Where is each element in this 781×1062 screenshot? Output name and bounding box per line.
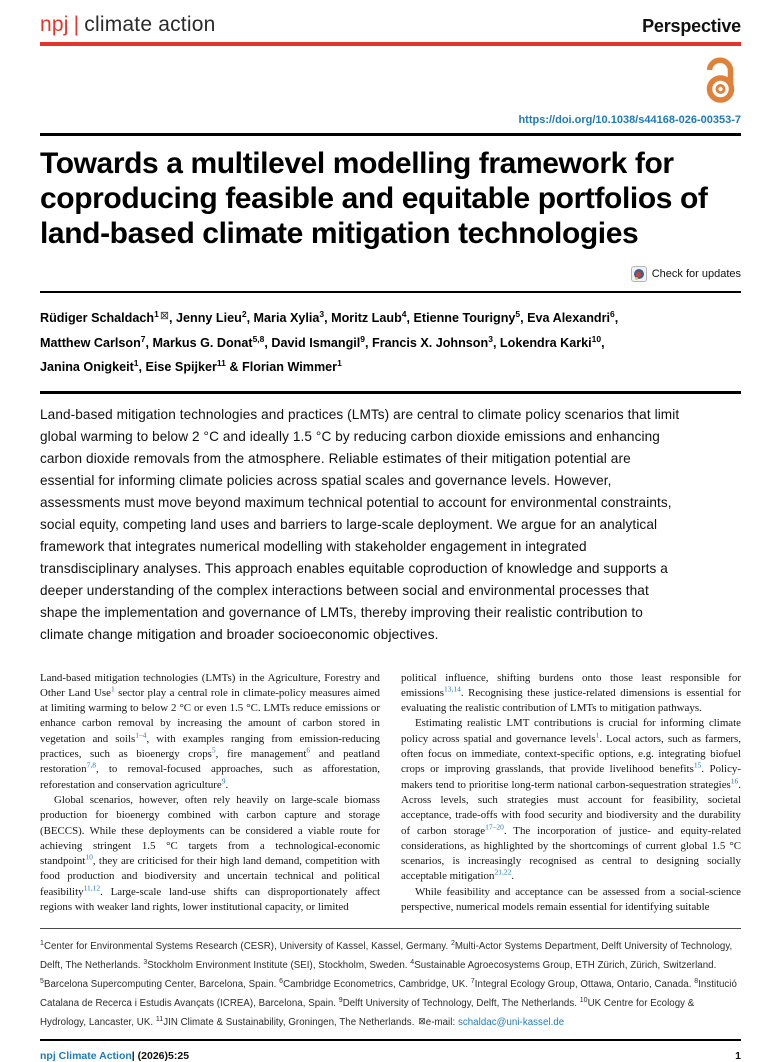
footer-citation: (2026)5:25 xyxy=(134,1050,190,1062)
open-access-row xyxy=(40,55,741,105)
citation-line xyxy=(40,1050,189,1062)
footnotes-rule xyxy=(40,928,741,929)
check-for-updates-button[interactable] xyxy=(40,266,741,282)
affiliation-number: 10 xyxy=(579,996,588,1004)
affiliation-ref[interactable]: 5 xyxy=(515,309,521,319)
journal-brand xyxy=(40,13,215,37)
citation-ref[interactable]: 6 xyxy=(306,745,311,755)
affiliation-ref[interactable]: 4 xyxy=(401,309,407,319)
citation-ref[interactable]: 1 xyxy=(595,730,600,740)
citation-ref[interactable]: 21,22 xyxy=(494,867,512,877)
author-line: Rüdiger Schaldach$^1$⊠, Jenny Lieu$^2$, Maria Xylia$^3$, Moritz Laub$^4$, Etienne Tourigny$^5$, Eva Alexandri$^6$, xyxy=(40,309,619,326)
footer-separator: | xyxy=(131,1050,135,1062)
page-number: 1 xyxy=(735,1050,741,1062)
title-rule xyxy=(40,133,741,136)
author-line: Matthew Carlson$^7$, Markus G. Donat$^{5,8}$, David Ismangil$^9$, Francis X. Johnson$^3$, Lokendra Karki$^{10}$, xyxy=(40,334,605,351)
affiliation-ref[interactable]: 2 xyxy=(241,309,247,319)
check-for-updates-icon xyxy=(631,266,647,282)
citation-ref[interactable]: 10 xyxy=(85,852,93,862)
article-body xyxy=(40,671,741,916)
citation-ref[interactable]: 9 xyxy=(221,776,226,786)
article-type-label: Perspective xyxy=(642,16,741,36)
author-list xyxy=(40,304,741,378)
affiliation-number: 5 xyxy=(40,977,44,985)
affiliation-ref[interactable]: 11 xyxy=(216,358,226,369)
affiliations-footnotes: $^1$Center for Environmental Systems Research (CESR), University of Kassel, Kassel, Germany. $^2$Multi-Actor Systems Department, Delft University of Technology, Delft, The Netherlands. $^3$Stockholm Environment Institute (SEI), Stockholm, Sweden. $^4$Sustainable Agroecosystems Group, ETH Zürich, Zürich, Switzerland. $^5$Barcelona Supercomputing Center, Barcelona, Spain. $^6$Cambridge Econometrics, Cambridge, UK. $^7$Integral Ecology Group, Ottawa, Ontario, Canada. $^8$Institució Catalana de Recerca i Estudis Avançats (ICREA), Barcelona, Spain. $^9$Delft University of Technology, Delft, The Netherlands. $^{10}$UK Centre for Ecology & Hydrology, Lancaster, UK. $^{11}$JIN Climate & Sustainability, Groningen, The Netherlands. ⊠e-mail: schaldac@uni-kassel.de xyxy=(40,940,737,1028)
affiliation-number: 8 xyxy=(694,977,699,985)
affiliation-ref[interactable]: 6 xyxy=(610,309,615,319)
affiliation-ref[interactable]: 1 xyxy=(133,358,139,369)
affiliation-number: 7 xyxy=(470,977,475,985)
citation-ref[interactable]: 11,12 xyxy=(83,883,101,893)
affiliation-ref[interactable]: 3 xyxy=(319,309,325,319)
body-paragraph: political influence, shifting burdens onto those least responsible for emissions$^{13,14}$. Recognising these justice-related dimensions is essential for evaluating the realistic contribution of LMTs to mitigation pathways. xyxy=(401,671,741,715)
brand-rule xyxy=(40,42,741,46)
journal-name: climate action xyxy=(84,13,216,36)
citation-ref[interactable]: 5 xyxy=(211,745,216,755)
affiliation-number: 1 xyxy=(40,940,44,948)
author-line: Janina Onigkeit$^1$, Eise Spijker$^{11}$ & Florian Wimmer$^1$ xyxy=(40,358,342,375)
affiliation-ref[interactable]: 1 xyxy=(337,358,342,369)
page-footer xyxy=(40,1050,741,1062)
authors-top-rule xyxy=(40,291,741,293)
body-paragraph: Global scenarios, however, often rely heavily on large-scale biomass production for bioenergy combined with carbon capture and storage (BECCS). While these deployments can be considered a viable route for achieving stringent 1.5 °C targets from a technological-economic standpoint$^{10}$, they are criticised for their high land demand, competition with food production and biodiversity and uncertain technical and political feasibility$^{11,12}$. Large-scale land-use shifts can disproportionately affect regions with weaker land rights, lower institutional capacity, or limited xyxy=(40,793,380,914)
affiliation-number: 2 xyxy=(450,940,455,948)
footer-journal-link[interactable]: npj Climate Action xyxy=(40,1050,132,1062)
affiliation-ref[interactable]: 3 xyxy=(488,334,493,345)
article-title: Towards a multilevel modelling framework for coproducing feasible and equitable portfolios of land-based climate mitigation technologies xyxy=(40,147,708,250)
check-for-updates-label: Check for updates xyxy=(651,268,741,280)
body-left-column xyxy=(40,671,380,916)
doi-link[interactable]: https://doi.org/10.1038/s44168-026-00353-7 xyxy=(518,114,741,126)
brand-separator: | xyxy=(73,13,80,36)
open-access-icon xyxy=(699,55,741,105)
affiliation-ref[interactable]: 10 xyxy=(591,334,602,345)
citation-ref[interactable]: 13,14 xyxy=(443,684,461,694)
journal-masthead xyxy=(40,13,741,37)
affiliation-number: 3 xyxy=(143,959,148,967)
body-paragraph: Land-based mitigation technologies (LMTs) in the Agriculture, Forestry and Other Land Use$^1$ sector play a central role in climate-policy measures aimed at limiting warming to below 2 °C or even 1.5 °C. LMTs reduce emissions or enhance carbon removal by increasing the amount of carbon stored in vegetation and soils$^{1-4}$, with examples ranging from emission-reducing practices, such as bioenergy crops$^5$, fire management$^6$ and peatland restoration$^{7,8}$, to removal-focused approaches, such as afforestation, reforestation and conservation agriculture$^9$. xyxy=(40,671,381,791)
affiliation-number: 6 xyxy=(279,977,284,985)
abstract-text: Land-based mitigation technologies and practices (LMTs) are central to climate policy scenarios that limit global warming to below 2 °C and ideally 1.5 °C by reducing carbon dioxide emissions and enhancing carbon dioxide removals from the atmosphere. Reliable estimates of their mitigation potential are essential for informing climate policies across spatial scales and governance levels. However, assessments must move beyond maximum technical potential to account for environmental constraints, social equity, competing land uses and barriers to large-scale deployment. We argue for an analytical framework that integrates numerical modelling with stakeholder engagement in integrated transdisciplinary analyses. This approach enables equitable coproduction of knowledge and supports a deeper understanding of the complex interactions between social and environmental processes that shape the implementation and governance of LMTs, thereby improving their realistic contribution to climate change mitigation and broader socioeconomic objectives. xyxy=(40,406,680,642)
citation-ref[interactable]: 7,8 xyxy=(86,760,96,770)
body-right-column xyxy=(401,671,741,916)
affiliation-ref[interactable]: 9 xyxy=(360,334,366,345)
citation-ref[interactable]: 15 xyxy=(693,760,702,770)
affiliation-ref[interactable]: 7 xyxy=(140,334,146,345)
affiliation-number: 4 xyxy=(410,959,415,967)
npj-logo-text: npj xyxy=(40,13,69,36)
body-paragraph: Estimating realistic LMT contributions is crucial for informing climate policy across spatial and governance levels$^1$. Local actors, such as farmers, often focus on immediate, context-specific options, e.g. integrating biofuel crops or improving grasslands, that provide livelihood benefits$^{15}$. Policy-makers tend to prioritise long-term national carbon-sequestration strategies$^{16}$. Across levels, such strategies must account for feasibility, societal acceptance, trade-offs with food security and biodiversity and the durability of carbon storage$^{17-20}$. The incorporation of justice- and equity-related considerations, as highlighted by the shortcomings of current global 1.5 °C scenarios, is increasingly recognised as central to designing socially acceptable mitigation$^{21,22}$. xyxy=(401,717,742,883)
citation-ref[interactable]: 17–20 xyxy=(485,821,504,831)
body-paragraph: While feasibility and acceptance can be assessed from a social-science perspective, numerical models remain essential for identifying suitable xyxy=(401,885,741,914)
email-icon: ⊠ xyxy=(418,1015,426,1026)
citation-ref[interactable]: 16 xyxy=(730,776,739,786)
email-icon: ⊠ xyxy=(159,310,170,323)
footer-rule xyxy=(40,1039,741,1041)
abstract-top-rule xyxy=(40,391,741,394)
affiliation-ref[interactable]: 5,8 xyxy=(252,334,265,345)
citation-ref[interactable]: 1 xyxy=(110,684,115,694)
citation-ref[interactable]: 1–4 xyxy=(135,730,147,740)
email-link[interactable]: schaldac@uni-kassel.de xyxy=(457,1016,565,1028)
affiliation-number: 9 xyxy=(338,996,343,1004)
affiliation-number: 11 xyxy=(155,1015,164,1023)
affiliation-ref[interactable]: 1 xyxy=(154,309,159,319)
